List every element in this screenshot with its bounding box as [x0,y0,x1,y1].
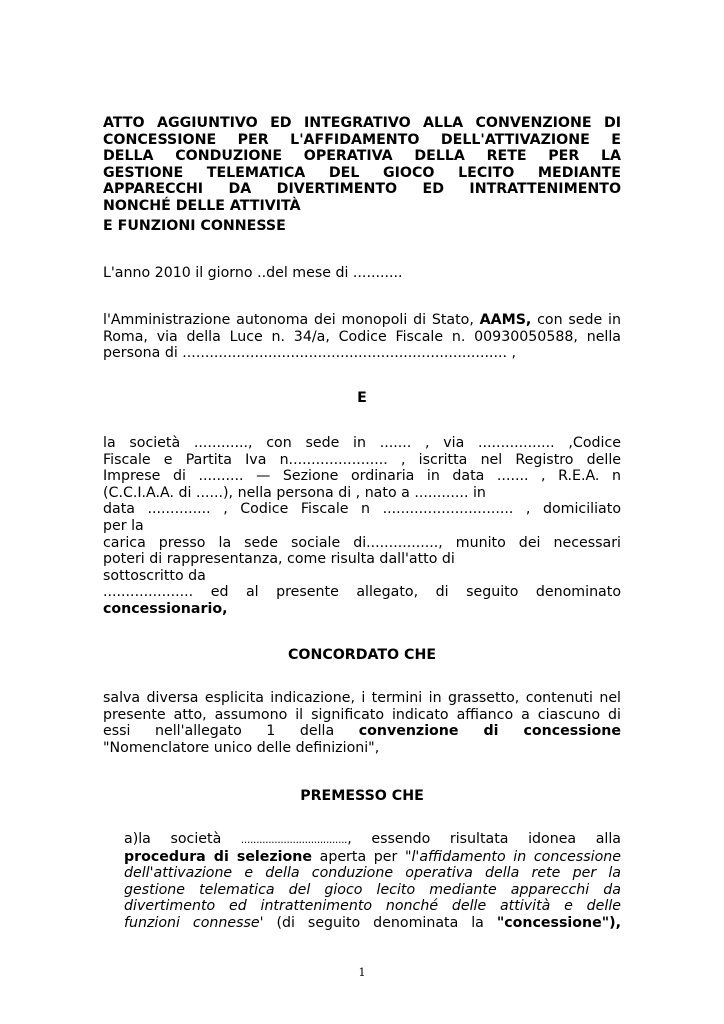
conjunction-heading: E [357,390,367,406]
paragraph-line: divertimento ed intrattenimento nonché delle attività e delle [124,898,621,915]
concordato-paragraph [103,690,621,756]
first-party-text: con sede in Roma, via della Luce n. 34/a, Codice Fiscale n. 00930050588, nella persona di ........................................................................ , [103,312,621,362]
paragraph-text: a)la società [124,831,241,847]
paragraph-line: sottoscritto da [103,567,206,584]
premessa-item-a [124,831,621,932]
paragraph-line: Fiscale e Partita Iva n...................... , iscritta nel Registro delle [103,451,621,468]
paragraph-line: .................... ed al presente allegato, di seguito denominato [103,584,621,601]
paragraph-text: aperta per [312,848,405,865]
quoted-text: "l'affidamento in concessione [404,848,621,865]
paragraph-line: "Nomenclatore unico delle definizioni", [103,739,380,756]
concessione-term: "concessione"), [496,914,621,931]
paragraph-line: data .............. , Codice Fiscale n ............................. , domiciliato [103,501,621,518]
title-line: E FUNZIONI CONNESSE [103,217,286,234]
title-line: ATTO AGGIUNTIVO ED INTEGRATIVO ALLA CONVENZIONE DI [103,115,621,131]
paragraph-line: per la [103,517,144,534]
paragraph-line: presente atto, assumono il significato indicato affianco a ciascuno di [103,706,621,723]
date-line: L'anno 2010 il giorno ..del mese di ........... [103,265,403,281]
second-party-paragraph [103,435,621,618]
title-line: APPARECCHI DA DIVERTIMENTO ED INTRATTENIMENTO [103,181,621,198]
title-line: GESTIONE TELEMATICA DEL GIOCO LECITO MEDIANTE [103,164,621,181]
paragraph-text: (di seguito denominata la [263,914,497,931]
aams-acronym: AAMS, [479,312,532,328]
title-line: DELLA CONDUZIONE OPERATIVA DELLA RETE PER LA [103,148,621,165]
page-number: 1 [358,966,366,979]
concessionario-term: concessionario, [103,600,228,617]
first-party-paragraph [103,312,621,362]
paragraph-line: la società ............, con sede in ....... , via ................. ,Codice [103,435,621,451]
paragraph-line [103,723,621,740]
paragraph-line [124,831,621,849]
concordato-heading: CONCORDATO CHE [287,647,437,663]
procedura-term: procedura di selezione [124,848,313,865]
paragraph-line: Imprese di .......... — Sezione ordinaria in data ....... , R.E.A. n [103,468,621,485]
document-title [103,115,621,234]
paragraph-line: salva diversa esplicita indicazione, i termini in grassetto, contenuti nel [103,690,621,706]
paragraph-line: poteri di rappresentanza, come risulta dall'atto di [103,551,455,568]
paragraph-line [124,915,621,932]
placeholder-dots: ................................... [240,834,348,846]
quoted-text: funzioni connesse' [124,914,264,931]
paragraph-text: , essendo risultata idonea alla [347,831,621,847]
paragraph-line: (C.C.I.A.A. di ......), nella persona di , nato a ............ in [103,484,486,501]
paragraph-text: essi nell'allegato 1 della [103,723,359,740]
paragraph-line [124,849,621,866]
paragraph-line: dell'attivazione e della conduzione operativa della rete per la [124,865,621,882]
title-line: NONCHÉ DELLE ATTIVITÀ [103,197,301,214]
paragraph-line: carica presso la sede sociale di................, munito dei necessari [103,534,621,551]
premesso-heading: PREMESSO CHE [300,788,424,804]
title-line: CONCESSIONE PER L'AFFIDAMENTO DELL'ATTIVAZIONE E [103,131,621,148]
paragraph-line: gestione telematica del gioco lecito mediante apparecchi da [124,881,621,898]
first-party-text: l'Amministrazione autonoma dei monopoli di Stato, [103,312,480,328]
convenzione-term: convenzione di concessione [358,723,621,740]
